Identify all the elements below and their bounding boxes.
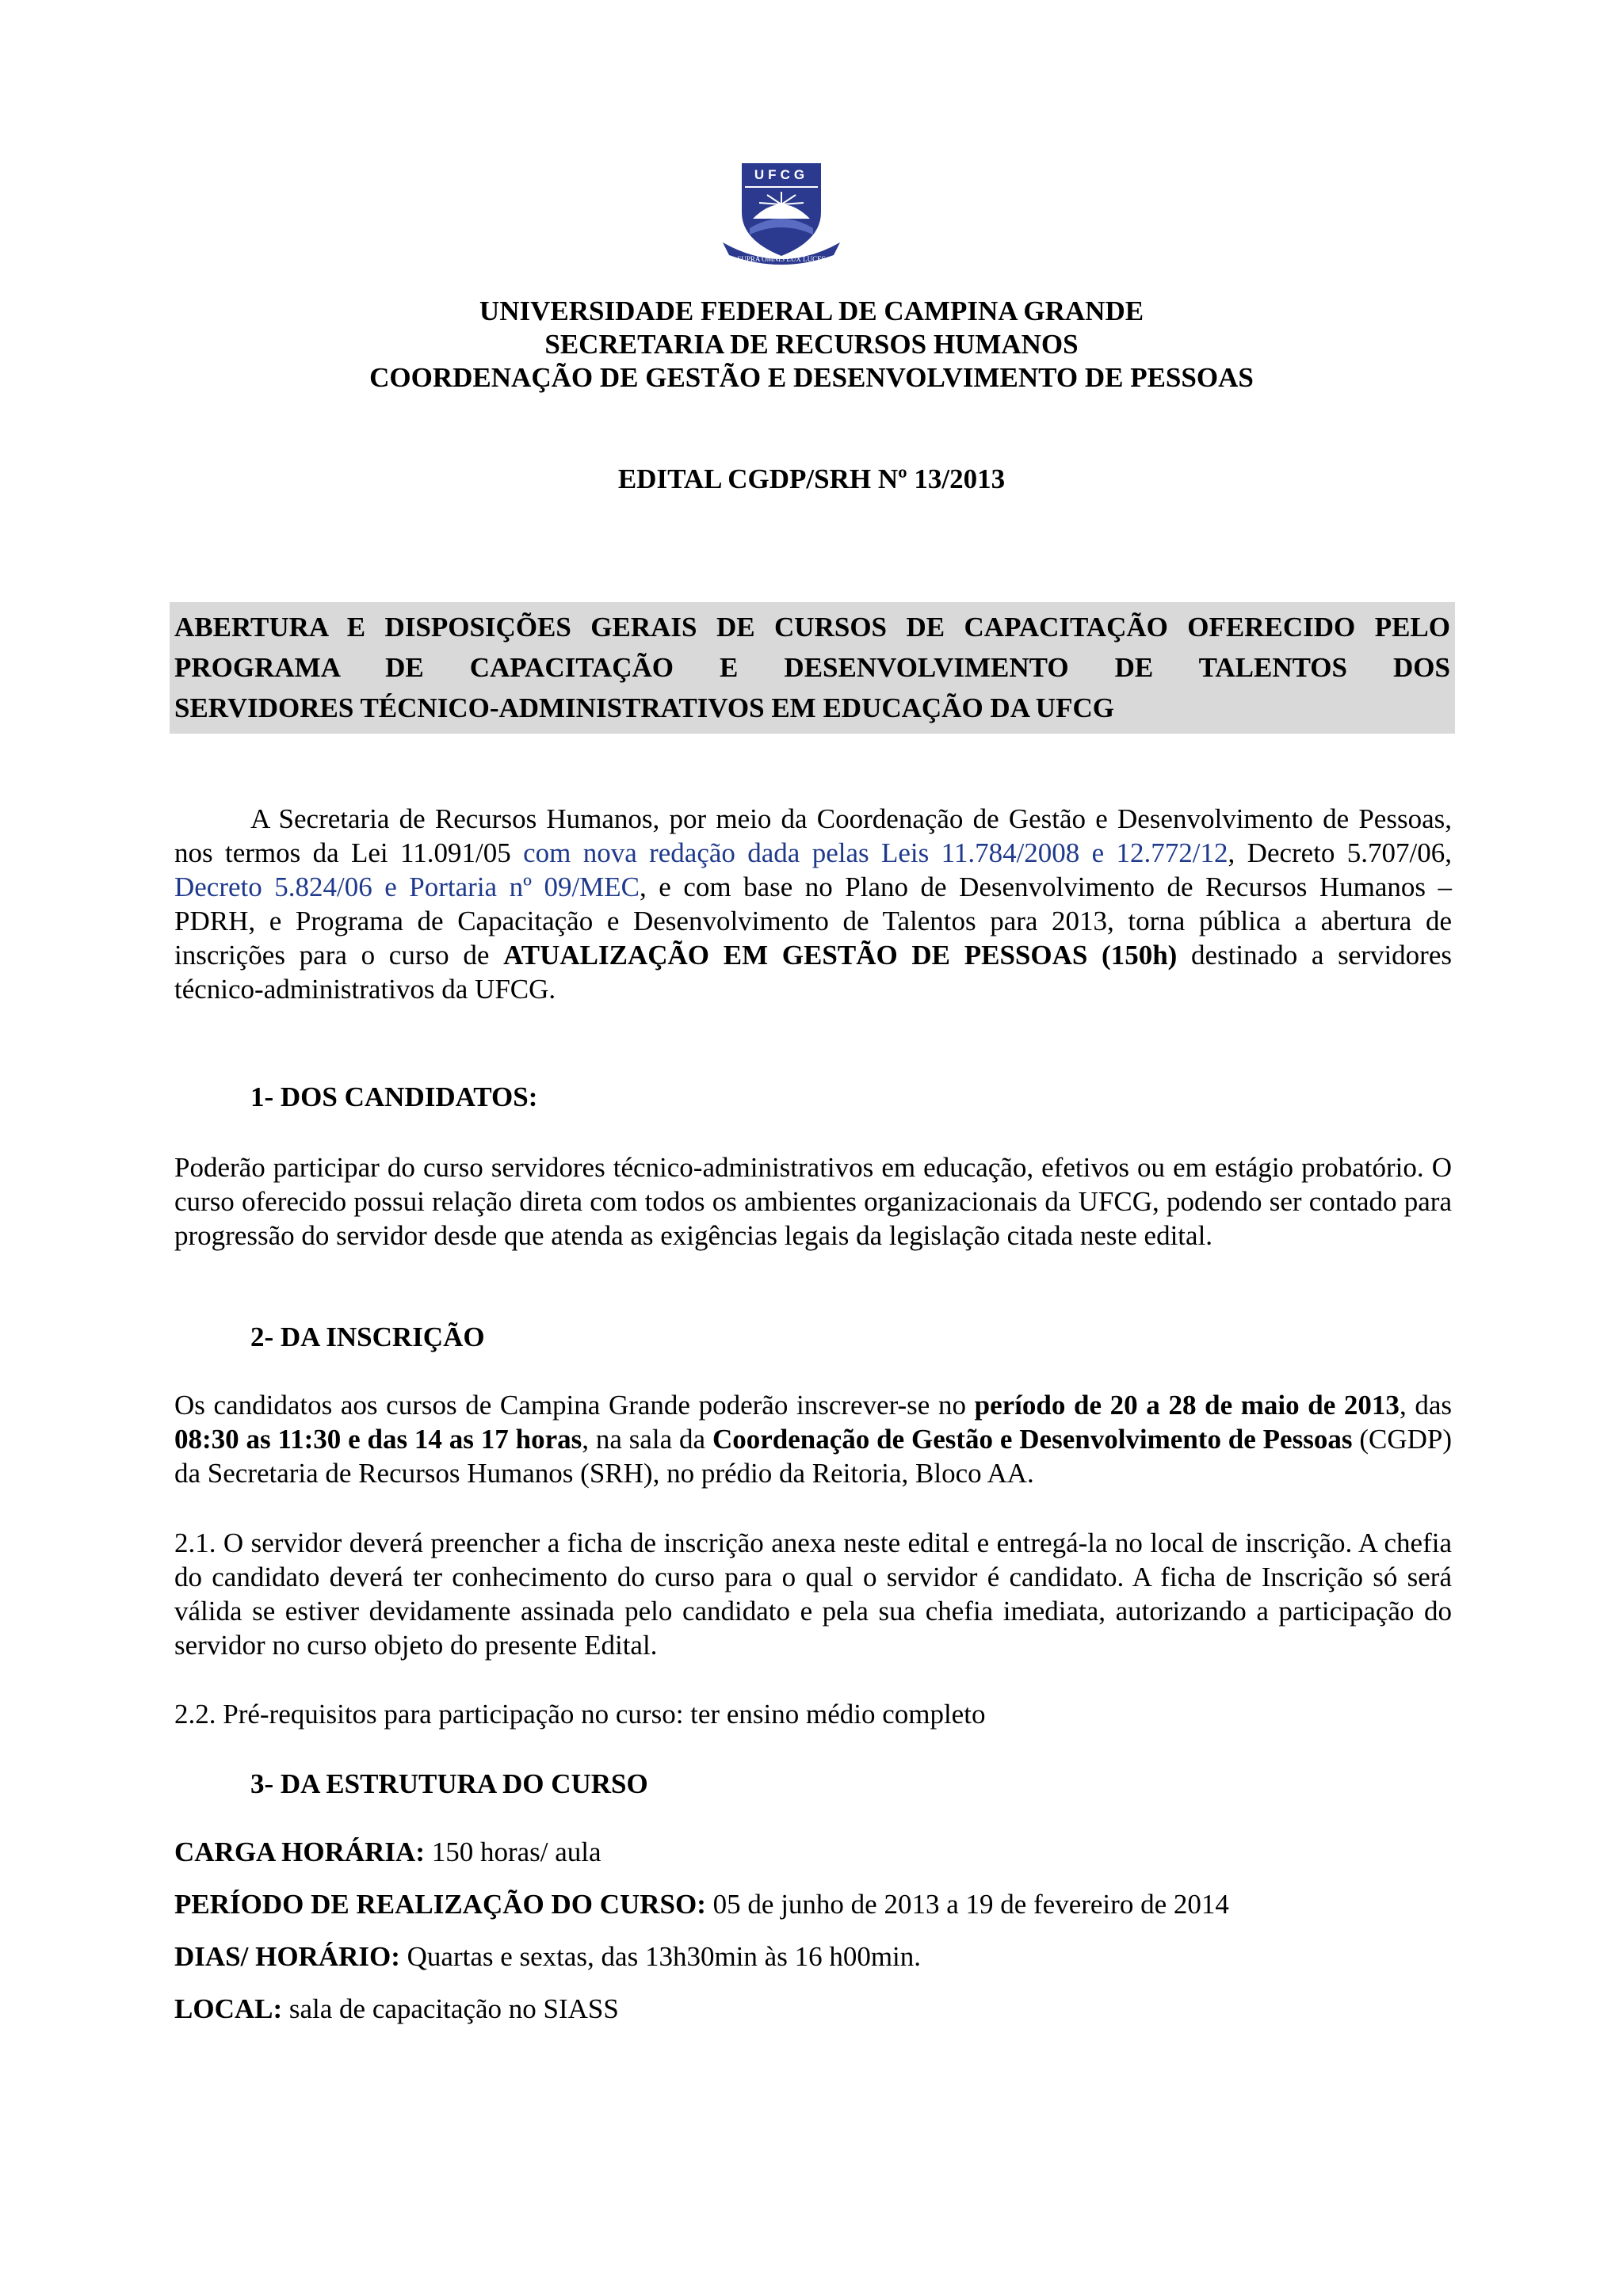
intro-paragraph: A Secretaria de Recursos Humanos, por meio da Coordenação de Gestão e Desenvolvimento de Pessoas, nos termos da Lei 11.091/05 com nova redação dada pelas Leis 11.784/2008 e 12.772/12, Decreto 5.707/06, Decreto 5.824/06 e Portaria nº 09/MEC, e com base no Plano de Desenvolvimento de Recursos Humanos – PDRH, e Programa de Capacitação e Desenvolvimento de Talentos para 2013, torna pública a abertura de inscrições para o curso de ATUALIZAÇÃO EM GESTÃO DE PESSOAS (150h) destinado a servidores técnico-administrativos da UFCG. [174,803,1453,1005]
schedule-line: DIAS/ HORÁRIO: Quartas e sextas, das 13h30min às 16 h00min. [174,1941,922,1972]
registration-period: período de 20 a 28 de maio de 2013 [974,1390,1400,1421]
location-line: LOCAL: sala de capacitação no SIASS [174,1993,619,2024]
decree-reference-link: Decreto 5.824/06 e Portaria nº 09/MEC [174,871,640,902]
subject-line-2: PROGRAMA DE CAPACITAÇÃO E DESENVOLVIMENTO DE TALENTOS DOS [174,652,1450,683]
section-3-title: 3- DA ESTRUTURA DO CURSO [250,1768,648,1799]
section-2-text: Os candidatos aos cursos de Campina Grande poderão inscrever-se no período de 20 a 28 de maio de 2013, das 08:30 as 11:30 e das 14 as 17 horas, na sala da Coordenação de Gestão e Desenvolvimento de Pessoas (CGDP) da Secretaria de Recursos Humanos (SRH), no prédio da Reitoria, Bloco AA. [174,1390,1452,1489]
section-1-text: Poderão participar do curso servidores técnico-administrativos em educação, efetivos ou em estágio probatório. O curso oferecido possui relação direta com todos os ambientes organizacionais da UFCG, podendo ser contado para progressão do servidor desde que atenda as exigências legais da legislação citada neste edital. [174,1152,1452,1251]
period-line: PERÍODO DE REALIZAÇÃO DO CURSO: 05 de junho de 2013 a 19 de fevereiro de 2014 [174,1889,1229,1920]
subject-box [170,602,1455,734]
registration-hours: 08:30 as 11:30 e das 14 as 17 horas [174,1424,582,1455]
ufcg-logo [718,157,845,269]
logo-text: UFCG [754,167,809,182]
section-2-1-text: 2.1. O servidor deverá preencher a ficha de inscrição anexa neste edital e entregá-la no local de inscrição. A chefia do candidato deverá ter conhecimento do curso para o qual o servidor é candidato. A ficha de Inscrição só será válida se estiver devidamente assinada pelo candidato e pela sua chefia imediata, autorizando a participação do servidor no curso objeto do presente Edital. [174,1527,1452,1661]
logo-motto: SUPRA OMNIS LUX LUCES [737,255,826,263]
section-2-title: 2- DA INSCRIÇÃO [250,1322,485,1352]
section-1-title: 1- DOS CANDIDATOS: [250,1081,538,1112]
coordination-name: COORDENAÇÃO DE GESTÃO E DESENVOLVIMENTO DE PESSOAS [369,362,1254,393]
institution-name: UNIVERSIDADE FEDERAL DE CAMPINA GRANDE [479,296,1144,326]
registration-office: Coordenação de Gestão e Desenvolvimento de Pessoas [712,1424,1353,1455]
law-reference-link: com nova redação dada pelas Leis 11.784/2008 e 12.772/12 [523,837,1228,868]
department-name: SECRETARIA DE RECURSOS HUMANOS [544,329,1079,360]
course-name: ATUALIZAÇÃO EM GESTÃO DE PESSOAS (150h) [503,940,1178,971]
subject-line-1: ABERTURA E DISPOSIÇÕES GERAIS DE CURSOS DE CAPACITAÇÃO OFERECIDO PELO [174,612,1450,643]
section-2-2-text: 2.2. Pré-requisitos para participação no curso: ter ensino médio completo [174,1699,986,1730]
subject-line-3: SERVIDORES TÉCNICO-ADMINISTRATIVOS EM EDUCAÇÃO DA UFCG [174,692,1114,723]
edital-title: EDITAL CGDP/SRH Nº 13/2013 [617,463,1006,494]
workload-line: CARGA HORÁRIA: 150 horas/ aula [174,1836,601,1867]
